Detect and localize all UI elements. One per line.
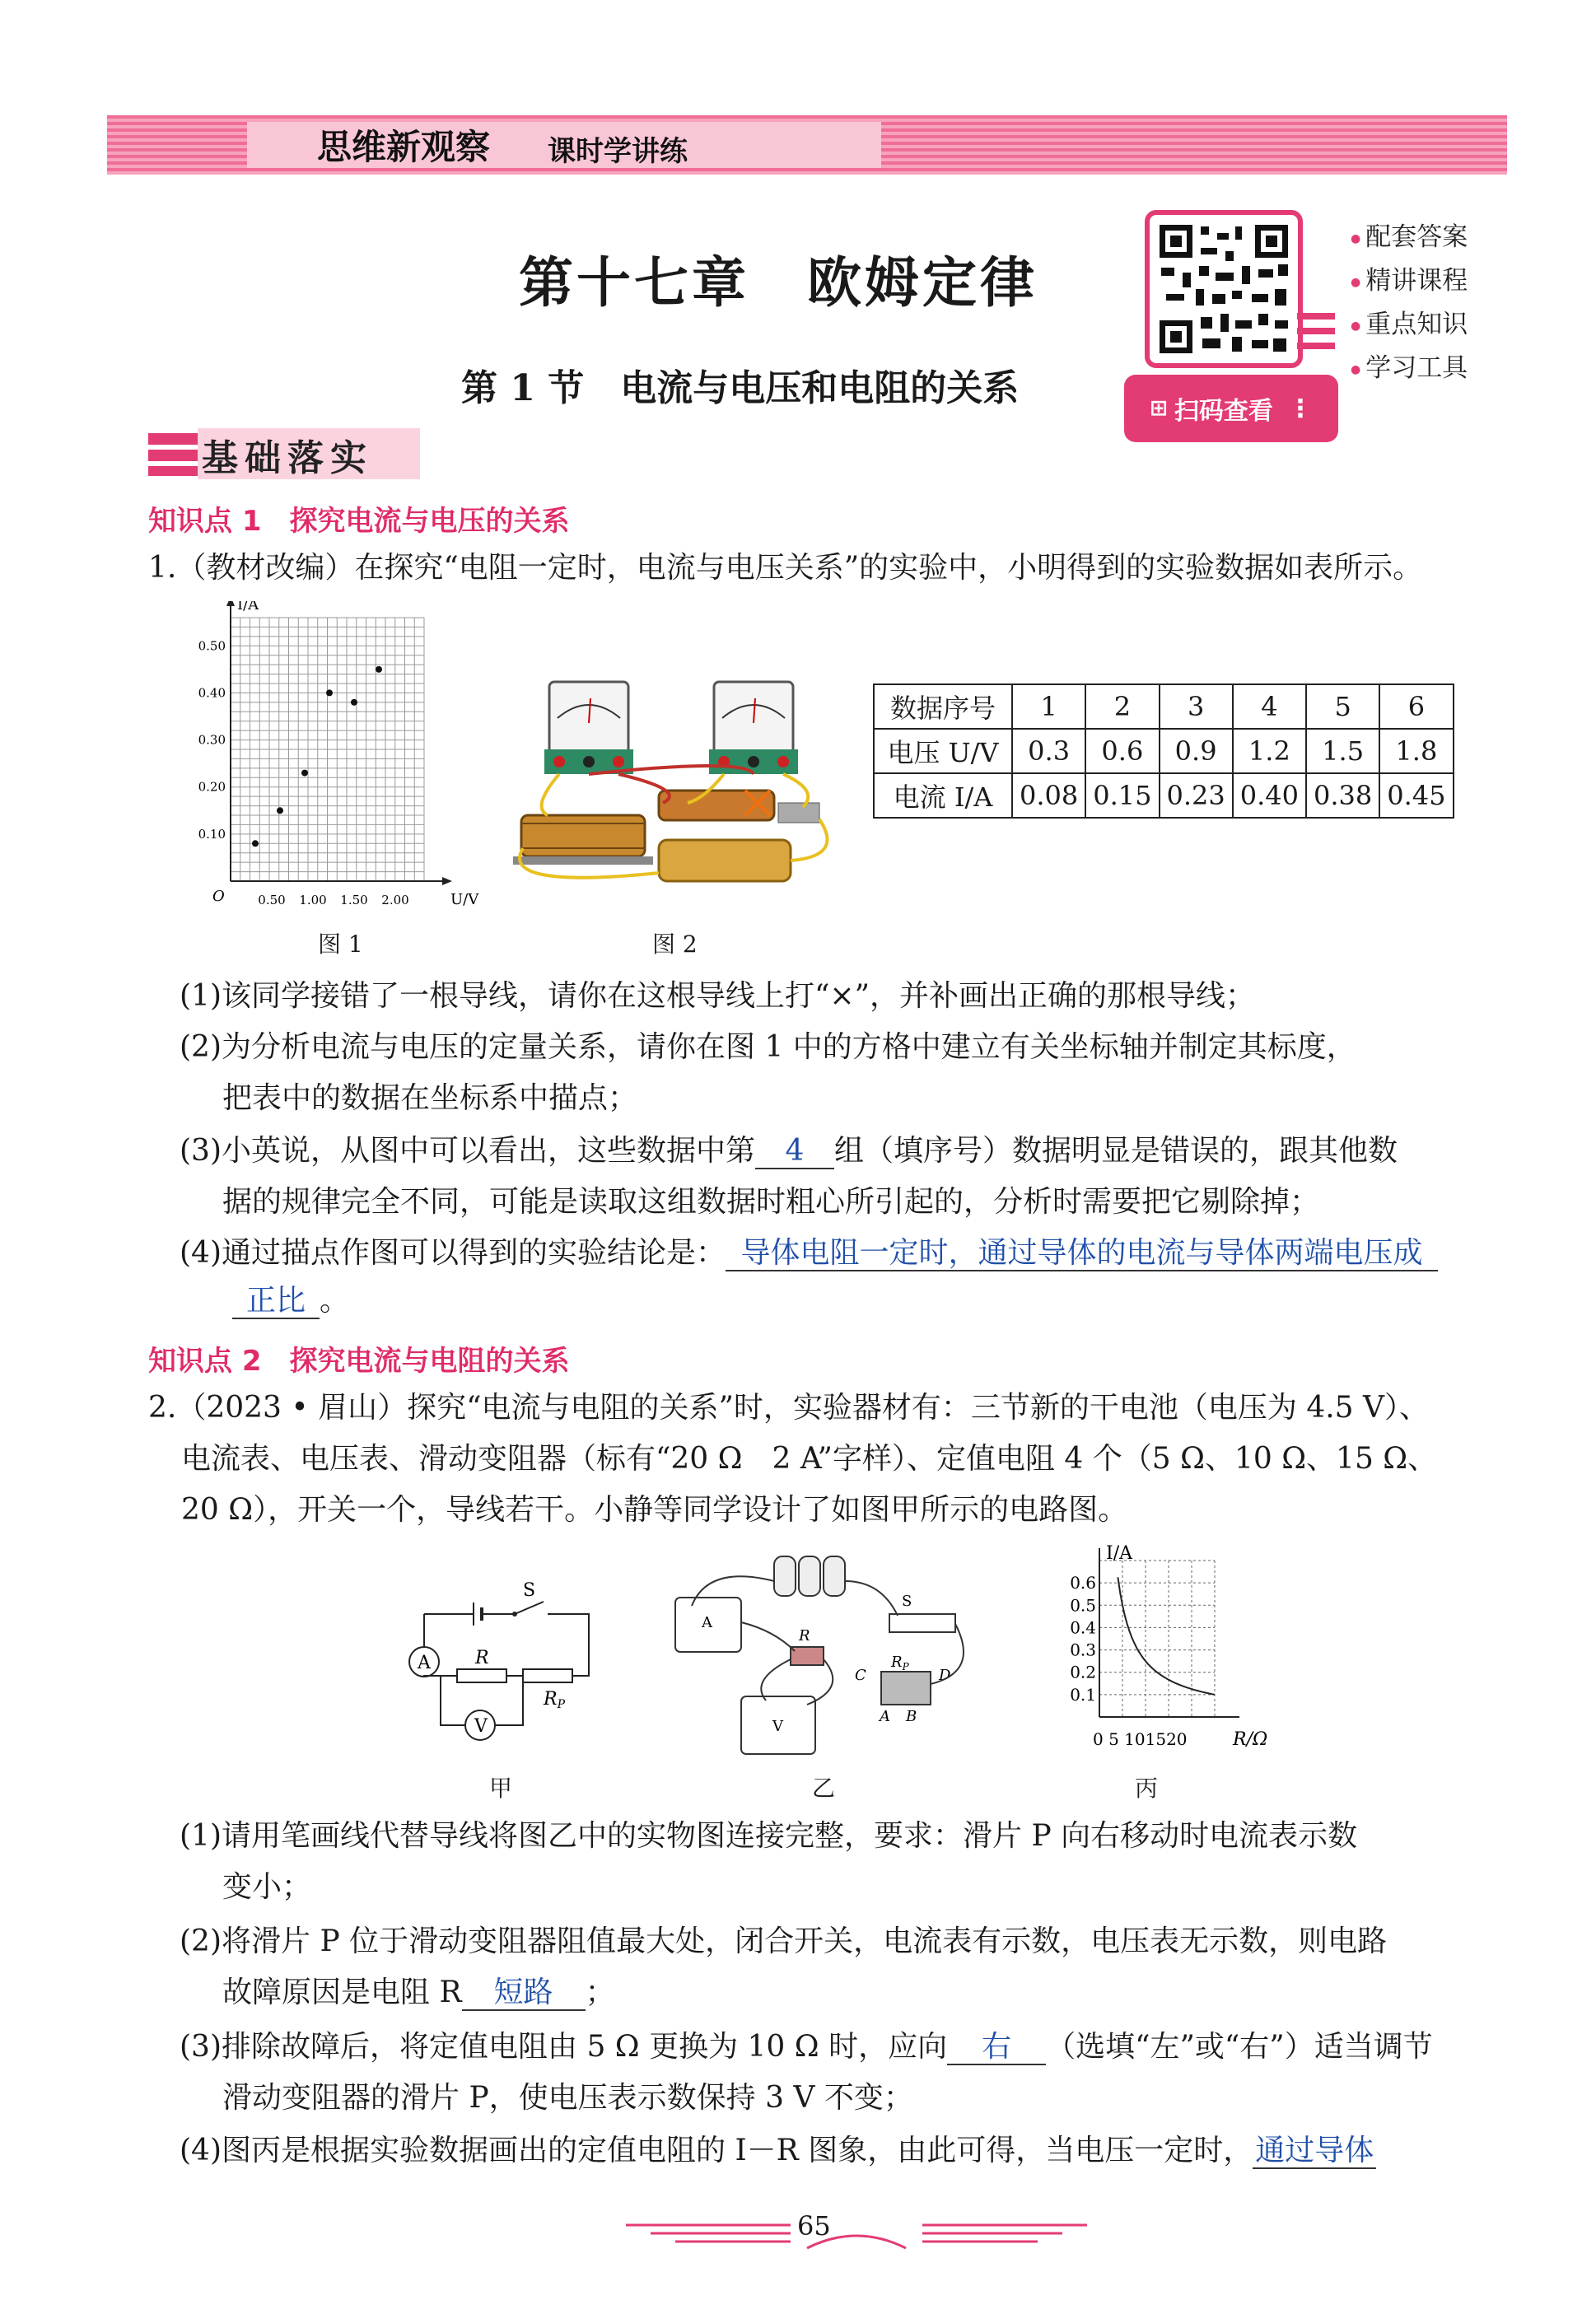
q1-sub-2a: (2)为分析电流与电压的定量关系，请你在图 1 中的方格中建立有关坐标轴并制定其标度，	[180, 1030, 1356, 1064]
resource-answers[interactable]: ● 配套答案	[1351, 216, 1468, 253]
header-brand: 思维新观察	[317, 127, 491, 167]
svg-text:S: S	[902, 1593, 912, 1610]
q2-sub-3a-pre: (3)排除故障后，将定值电阻由 5 Ω 更换为 10 Ω 时，应向	[180, 2030, 948, 2064]
graph-c-caption: 丙	[1135, 1775, 1159, 1802]
y-tick-label: 0.3	[1070, 1640, 1096, 1660]
diagram-a-caption: 甲	[489, 1775, 513, 1802]
q2-sub-4	[180, 2134, 1376, 2169]
q1-answer-4b[interactable]: 正比	[232, 1285, 320, 1319]
x-tick-label: 1.50	[340, 893, 368, 906]
q1-sub-3a-pre: (3)小英说，从图中可以看出，这些数据中第	[180, 1134, 755, 1168]
y-tick-label: 0.2	[1070, 1662, 1096, 1682]
table-cell: 0.23	[1160, 773, 1233, 818]
q2-answer-4[interactable]: 通过导体	[1253, 2134, 1376, 2169]
q1-stem: 1.（教材改编）在探究“电阻一定时，电流与电压关系”的实验中，小明得到的实验数据如表所示。	[148, 551, 1423, 585]
table-cell: 6	[1379, 684, 1453, 729]
y-axis-label: I/A	[237, 601, 259, 613]
q2-sub-2b-pre: 故障原因是电阻 R	[222, 1976, 462, 2009]
circuit-diagram-a	[399, 1581, 605, 1762]
knowledge-point-1: 知识点 1 探究电流与电压的关系	[148, 505, 570, 538]
y-tick-label: 0.5	[1070, 1595, 1096, 1616]
resource-courses[interactable]: ● 精讲课程	[1351, 259, 1468, 296]
q2-answer-3[interactable]: 右	[947, 2031, 1046, 2065]
scan-label: 扫码查看	[1174, 397, 1273, 426]
q2-sub-2a: (2)将滑片 P 位于滑动变阻器阻值最大处，闭合开关，电流表有示数，电压表无示数，则电路	[180, 1924, 1388, 1958]
table-cell: 1	[1012, 684, 1085, 729]
q2-sub-1a: (1)请用笔画线代替导线将图乙中的实物图连接完整，要求：滑片 P 向右移动时电流表示数	[180, 1819, 1358, 1853]
table-cell: 1.2	[1233, 729, 1306, 773]
y-tick-label: 0.10	[198, 826, 226, 842]
chapter-title: 第十七章 欧姆定律	[519, 251, 1038, 315]
table-cell: 0.08	[1012, 773, 1085, 818]
ammeter-label: A	[418, 1653, 431, 1673]
y-tick-label: 0.20	[198, 779, 226, 795]
svg-text:RP: $R_P$	[891, 1654, 909, 1673]
data-point	[252, 840, 259, 847]
q1-sub-3a-post: 组（填序号）数据明显是错误的，跟其他数	[834, 1134, 1398, 1168]
page-footer	[626, 2207, 1087, 2256]
resistor-label: R	[475, 1648, 489, 1668]
q2-line-2: 电流表、电压表、滑动变阻器（标有“20 Ω 2 A”字样）、定值电阻 4 个（5 Ω、10 Ω、15 Ω、	[181, 1442, 1438, 1476]
q2-sub-3a	[180, 2031, 1433, 2065]
svg-text:R: R	[799, 1627, 810, 1645]
table-cell: 1.5	[1306, 729, 1379, 773]
x-tick-label: 0.50	[258, 893, 286, 906]
q2-sub-4-pre: (4)图丙是根据实验数据画出的定值电阻的 I－R 图象，由此可得，当电压一定时，	[180, 2134, 1253, 2167]
table-cell: 0.6	[1085, 729, 1159, 773]
data-point	[326, 689, 333, 696]
svg-text:V: V	[772, 1718, 783, 1735]
resource-knowledge[interactable]: ● 重点知识	[1351, 303, 1468, 340]
q1-sub-4	[180, 1237, 1438, 1271]
x-axis-arrow-icon	[442, 877, 452, 885]
table-cell: 1.8	[1379, 729, 1453, 773]
figure-2-circuit	[498, 659, 852, 906]
table-header-row	[874, 684, 1454, 729]
y-axis-arrow-icon	[226, 601, 235, 606]
x-axis-label: R/Ω	[1233, 1729, 1268, 1750]
page-number: 65	[797, 2210, 831, 2242]
table-cell: 0.38	[1306, 773, 1379, 818]
svg-text:A: A	[702, 1614, 712, 1631]
q1-sub-4-end: 。	[320, 1284, 350, 1318]
section-title: 第 1 节 电流与电压和电阻的关系	[461, 367, 1020, 409]
table-cell: 3	[1160, 684, 1233, 729]
y-tick-label: 0.40	[198, 685, 226, 701]
table-cell: 0.40	[1233, 773, 1306, 818]
figure-1-caption: 图 1	[318, 931, 363, 958]
y-axis-label: I/A	[1106, 1543, 1132, 1564]
switch-label: S	[523, 1581, 536, 1601]
data-table	[873, 683, 1454, 819]
q2-sub-2b-post: ；	[585, 1976, 615, 2009]
graph-c-i-r	[1042, 1540, 1289, 1754]
table-row	[874, 773, 1454, 818]
table-cell: 0.3	[1012, 729, 1085, 773]
x-tick-labels: 0 5 101520	[1093, 1729, 1188, 1749]
voltmeter-label: V	[474, 1716, 488, 1737]
q1-sub-3b: 据的规律完全不同，可能是读取这组数据时粗心所引起的，分析时需要把它剔除掉；	[222, 1185, 1320, 1219]
table-row-label: 电流 I/A	[874, 773, 1012, 818]
rheostat-label: RP	[544, 1689, 565, 1711]
table-cell: 0.15	[1085, 773, 1159, 818]
q1-sub-3a	[180, 1135, 1398, 1169]
scan-icon: ⊞	[1150, 396, 1168, 421]
table-row	[874, 729, 1454, 773]
scan-button[interactable]	[1124, 375, 1338, 442]
y-tick-label: 0.4	[1070, 1617, 1096, 1638]
data-point	[301, 770, 308, 777]
svg-text:C: C	[855, 1667, 866, 1684]
q1-answer-4a[interactable]: 导体电阻一定时，通过导体的电流与导体两端电压成	[726, 1237, 1438, 1271]
y-tick-label: 0.1	[1070, 1684, 1096, 1705]
x-tick-label: 2.00	[381, 893, 409, 906]
q1-sub-4-pre: (4)通过描点作图可以得到的实验结论是：	[180, 1236, 726, 1270]
data-point	[376, 666, 382, 673]
table-row-label: 数据序号	[874, 684, 1012, 729]
diagram-b-caption: 乙	[812, 1775, 836, 1802]
table-cell: 0.45	[1379, 773, 1453, 818]
figure-2-caption: 图 2	[652, 931, 698, 958]
data-point	[351, 699, 357, 706]
table-row-label: 电压 U/V	[874, 729, 1012, 773]
y-tick-label: 0.30	[198, 732, 226, 748]
svg-text:A: A	[880, 1708, 890, 1725]
qr-code[interactable]	[1145, 210, 1303, 368]
more-icon: ⋮	[1287, 394, 1313, 423]
circuit-objects-b	[659, 1548, 988, 1770]
q2-answer-2[interactable]: 短路	[462, 1976, 586, 2011]
table-cell: 0.9	[1160, 729, 1233, 773]
table-cell: 2	[1085, 684, 1159, 729]
q2-sub-1b: 变小；	[222, 1870, 312, 1904]
basic-section-title: 基础落实	[202, 437, 373, 479]
svg-text:B: B	[906, 1708, 917, 1725]
resource-tools[interactable]: ● 学习工具	[1351, 347, 1468, 384]
q2-line-3: 20 Ω），开关一个，导线若干。小静等同学设计了如图甲所示的电路图。	[181, 1493, 1128, 1527]
qr-pattern-icon	[1150, 215, 1298, 363]
q1-answer-3[interactable]: 4	[755, 1135, 834, 1169]
q2-line-1: 2.（2023 • 眉山）探究“电流与电阻的关系”时，实验器材有：三节新的干电池（电压为 4.5 V）、	[148, 1391, 1430, 1425]
table-cell: 5	[1306, 684, 1379, 729]
q2-sub-3b: 滑动变阻器的滑片 P，使电压表示数保持 3 V 不变；	[222, 2081, 913, 2115]
q1-sub-1: (1)该同学接错了一根导线，请你在这根导线上打“×”，并补画出正确的那根导线；	[180, 979, 1255, 1013]
q2-sub-3a-post: （选填“左”或“右”）适当调节	[1046, 2030, 1433, 2064]
data-point	[277, 807, 283, 814]
x-axis-label: U/V	[450, 891, 479, 906]
qr-decor-lines	[1297, 313, 1338, 366]
header-subtitle: 课时学讲练	[548, 135, 688, 168]
x-tick-label: 1.00	[299, 893, 327, 906]
table-cell: 4	[1233, 684, 1306, 729]
svg-text:D: D	[939, 1667, 951, 1684]
q2-sub-2b	[222, 1976, 615, 2011]
q1-sub-4-cont	[232, 1285, 349, 1319]
y-tick-label: 0.6	[1070, 1573, 1096, 1593]
y-tick-label: 0.50	[198, 638, 226, 654]
q1-sub-2b: 把表中的数据在坐标系中描点；	[222, 1081, 638, 1115]
knowledge-point-2: 知识点 2 探究电流与电阻的关系	[148, 1345, 570, 1378]
origin-label: O	[212, 888, 225, 905]
figure-1-grid[interactable]	[185, 601, 490, 906]
i-r-curve	[1118, 1577, 1215, 1694]
